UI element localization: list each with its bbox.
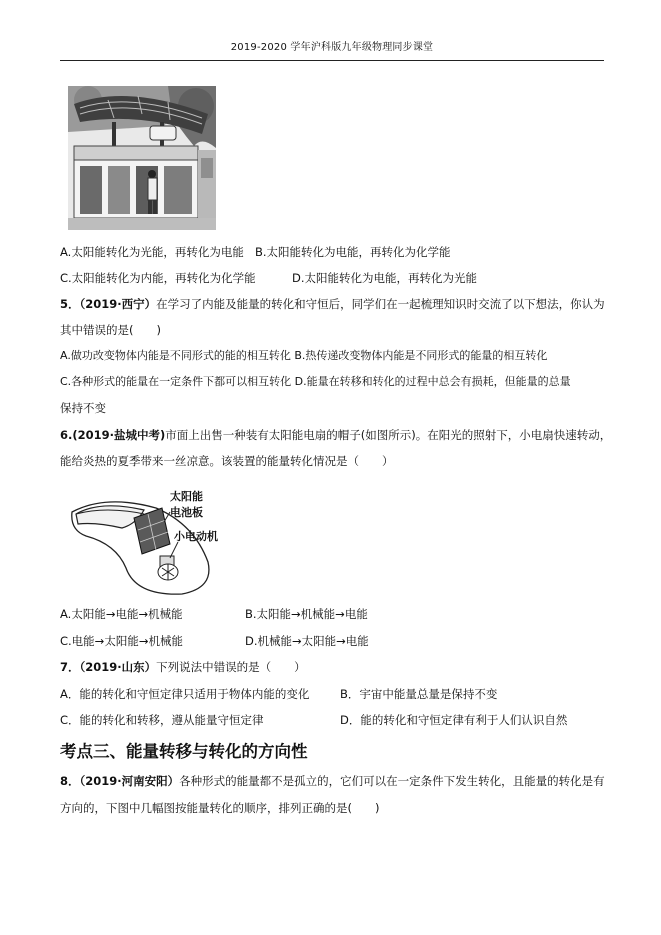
q7-option-d: D．能的转化和守恒定律有利于人们认识自然 <box>340 713 568 727</box>
solar-hat-figure <box>66 484 246 598</box>
q8-stem <box>60 773 605 789</box>
q6-stem-line2: 能给炎热的夏季带来一丝凉意。该装置的能量转化情况是（ ） <box>60 454 394 468</box>
q5-options-cd-cont: 保持不变 <box>60 401 106 415</box>
q7-option-c: C．能的转化和转移，遵从能量守恒定律 <box>60 713 264 727</box>
q5-options-cd: C.各种形式的能量在一定条件下都可以相互转化 D.能量在转移和转化的过程中总会有损耗，但能量的总量 <box>60 375 571 388</box>
page-header: 2019-2020 学年沪科版九年级物理同步课堂 <box>230 42 434 53</box>
figure-label-solar: 太阳能 <box>170 490 203 503</box>
q5-number: 5． <box>60 297 80 311</box>
q5-stem <box>60 296 605 312</box>
q8-number: 8． <box>60 774 80 788</box>
q5-stem-line1: 在学习了内能及能量的转化和守恒后，同学们在一起梳理知识时交流了以下想法，你认为 <box>156 297 605 311</box>
figure-label-motor: 小电动机 <box>174 530 218 543</box>
q6-source: 6.(2019·盐城中考) <box>60 428 166 442</box>
q4-option-b: B.太阳能转化为电能，再转化为化学能 <box>255 245 451 259</box>
q4-option-c: C.太阳能转化为内能，再转化为化学能 <box>60 271 256 285</box>
q6-stem-line1: 市面上出售一种装有太阳能电扇的帽子(如图所示)。在阳光的照射下，小电扇快速转动， <box>165 428 612 442</box>
q6-option-c: C.电能→太阳能→机械能 <box>60 634 183 648</box>
q5-options-ab: A.做功改变物体内能是不同形式的能的相互转化 B.热传递改变物体内能是不同形式的能量的相互转化 <box>60 349 548 362</box>
q5-stem-line2: 其中错误的是( ) <box>60 323 161 337</box>
q5-source: （2019·西宁） <box>79 297 157 311</box>
q6-option-b: B.太阳能→机械能→电能 <box>245 607 368 621</box>
q7-option-b: B．宇宙中能量总量是保持不变 <box>340 687 498 701</box>
q4-option-a: A.太阳能转化为光能，再转化为电能 <box>60 245 244 259</box>
q7-option-a: A．能的转化和守恒定律只适用于物体内能的变化 <box>60 687 310 701</box>
q4-option-d: D.太阳能转化为电能，再转化为光能 <box>292 271 478 285</box>
q6-option-a: A.太阳能→电能→机械能 <box>60 607 183 621</box>
section-heading: 考点三、能量转移与转化的方向性 <box>60 742 308 761</box>
q8-stem-line1: 各种形式的能量都不是孤立的，它们可以在一定条件下发生转化，且能量的转化是有 <box>179 774 605 788</box>
q7-stem <box>60 659 306 675</box>
q7-source: （2019·山东） <box>79 660 157 674</box>
header-rule <box>60 60 604 61</box>
q8-source: （2019·河南安阳） <box>79 774 180 788</box>
q7-stem-text: 下列说法中错误的是（ ） <box>156 660 306 674</box>
figure-label-panel: 电池板 <box>170 506 203 519</box>
q6-stem <box>60 427 611 443</box>
q6-option-d: D.机械能→太阳能→电能 <box>245 634 369 648</box>
q7-number: 7． <box>60 660 80 674</box>
solar-hat-drawing <box>66 484 246 598</box>
solar-kiosk-photo <box>68 86 216 230</box>
q8-stem-line2: 方向的，下图中几幅图按能量转化的顺序，排列正确的是( ) <box>60 801 380 815</box>
